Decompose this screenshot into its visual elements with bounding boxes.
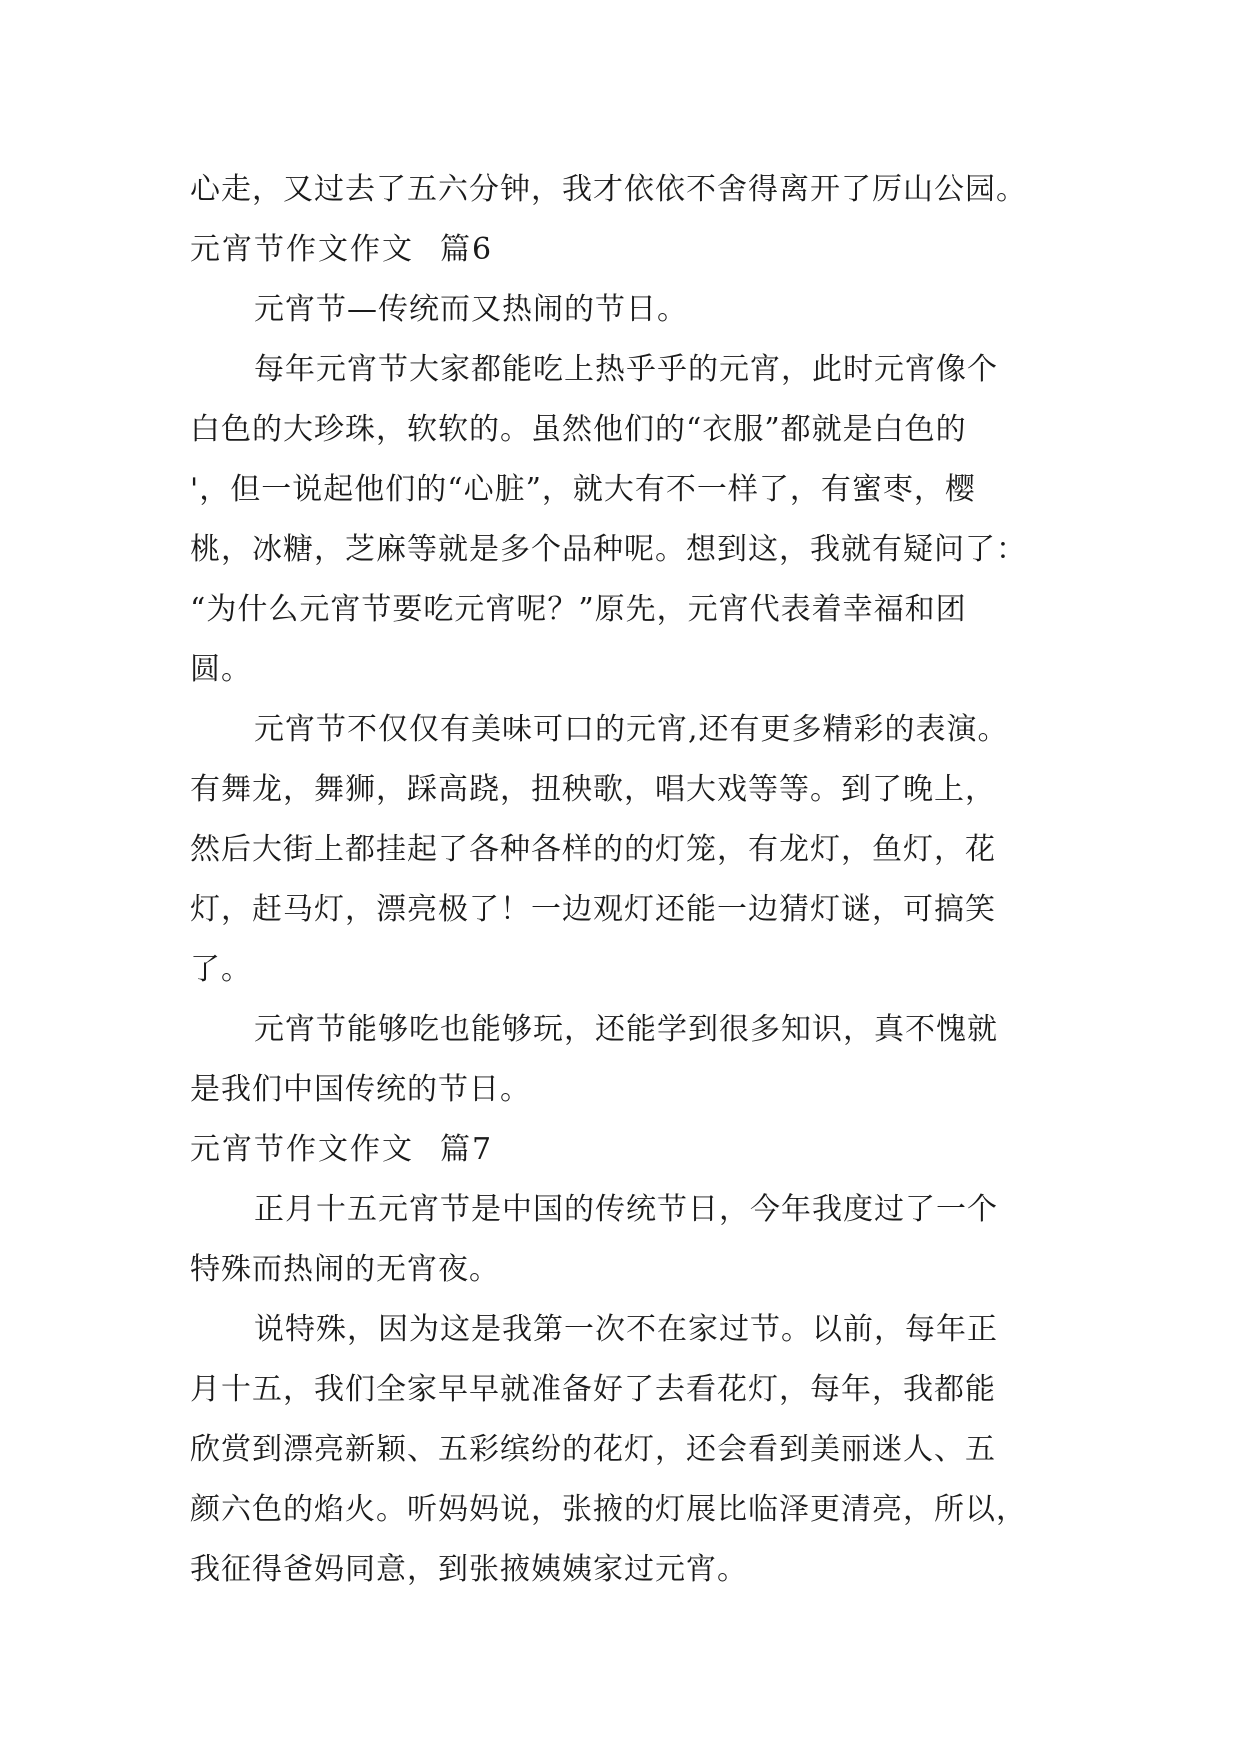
text-line: 元宵节能够吃也能够玩，还能学到很多知识，真不愧就: [254, 1012, 998, 1047]
paragraph: [190, 700, 1060, 1000]
text-line: 有舞龙，舞狮，踩高跷，扭秧歌，唱大戏等等。到了晚上，: [190, 772, 996, 807]
paragraph: [190, 280, 1060, 340]
text-line: 灯，赶马灯，漂亮极了！一边观灯还能一边猜灯谜，可搞笑: [190, 892, 996, 927]
text-line: 欣赏到漂亮新颖、五彩缤纷的花灯，还会看到美丽迷人、五: [190, 1432, 996, 1467]
text-line: 桃，冰糖，芝麻等就是多个品种呢。想到这，我就有疑问了：: [190, 532, 1027, 567]
section-heading-7: [190, 1120, 1060, 1180]
paragraph: [190, 1180, 1060, 1300]
section-number: 篇7: [440, 1132, 494, 1167]
section-title: 元宵节作文作文: [190, 1132, 414, 1167]
text-line: 心走，又过去了五六分钟，我才依依不舍得离开了厉山公园。: [190, 172, 1027, 207]
text-line: 元宵节不仅仅有美味可口的元宵,还有更多精彩的表演。: [254, 712, 1009, 747]
text-line: 我征得爸妈同意，到张掖姨姨家过元宵。: [190, 1552, 748, 1587]
text-line: 正月十五元宵节是中国的传统节日，今年我度过了一个: [254, 1192, 998, 1227]
text-line: 然后大街上都挂起了各种各样的的灯笼，有龙灯，鱼灯，花: [190, 832, 996, 867]
paragraph: [190, 340, 1060, 700]
section-heading-6: [190, 220, 1060, 280]
text-line: '，但一说起他们的“心脏”，就大有不一样了，有蜜枣，樱: [190, 472, 976, 507]
text-line: 每年元宵节大家都能吃上热乎乎的元宵，此时元宵像个: [254, 352, 998, 387]
text-line: “为什么元宵节要吃元宵呢？”原先，元宵代表着幸福和团: [190, 592, 967, 627]
text-line: 特殊而热闹的无宵夜。: [190, 1252, 500, 1287]
text-line: 元宵节—传统而又热闹的节日。: [254, 292, 688, 327]
text-line: 了。: [190, 952, 252, 987]
document-body: [190, 160, 1060, 1600]
paragraph: [190, 1300, 1060, 1600]
text-line: 月十五，我们全家早早就准备好了去看花灯，每年，我都能: [190, 1372, 996, 1407]
paragraph: [190, 1000, 1060, 1120]
section-title: 元宵节作文作文: [190, 232, 414, 267]
section-number: 篇6: [440, 232, 494, 267]
text-line: 白色的大珍珠，软软的。虽然他们的“衣服”都就是白色的: [190, 412, 967, 447]
text-line: 是我们中国传统的节日。: [190, 1072, 531, 1107]
text-line: 说特殊，因为这是我第一次不在家过节。以前，每年正: [254, 1312, 998, 1347]
text-line: 圆。: [190, 652, 252, 687]
continuation-paragraph: [190, 160, 1060, 220]
text-line: 颜六色的焰火。听妈妈说，张掖的灯展比临泽更清亮，所以，: [190, 1492, 1027, 1527]
